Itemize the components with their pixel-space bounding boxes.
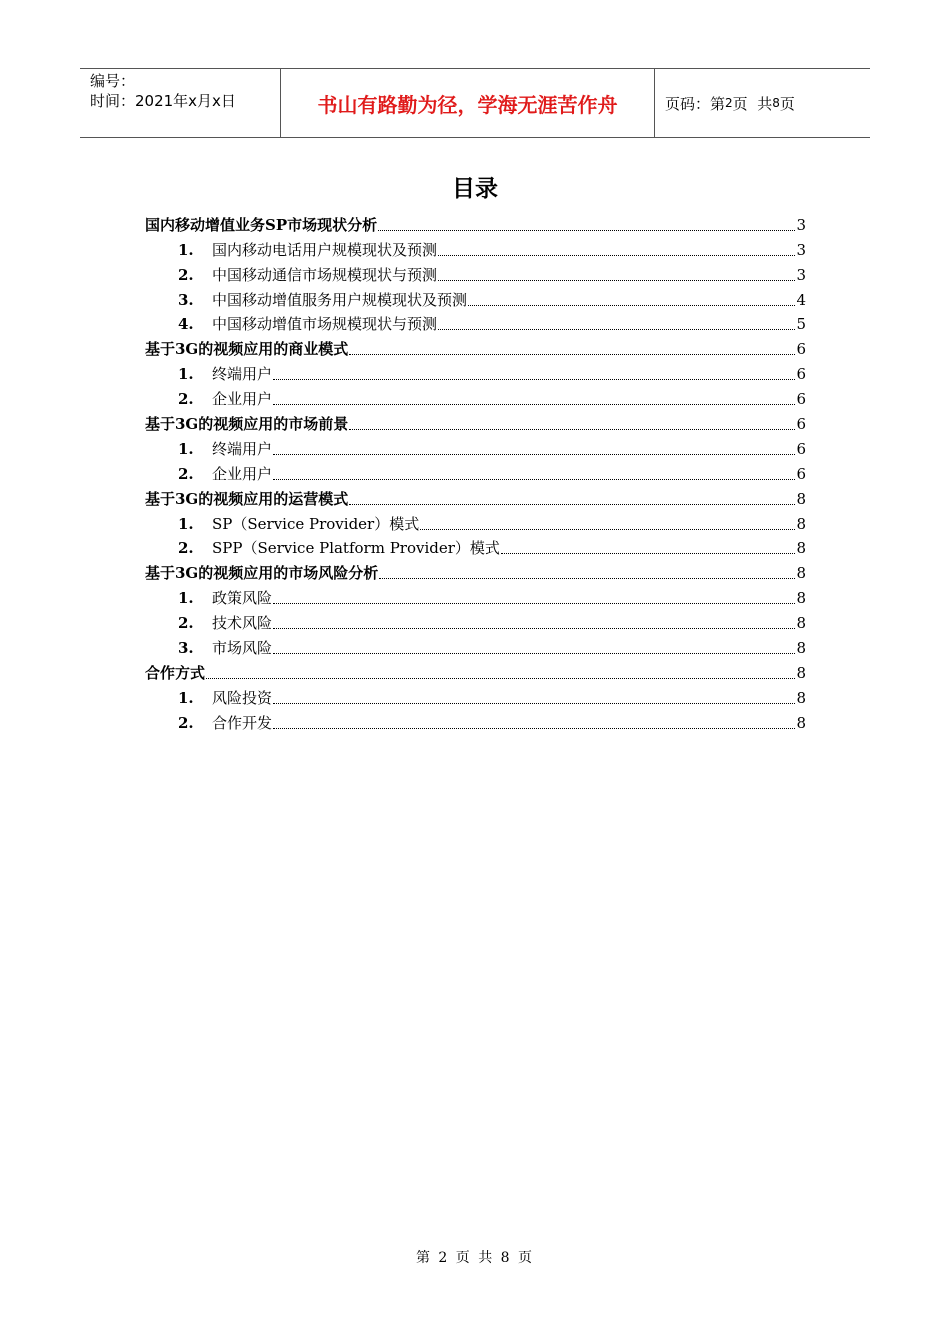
- toc-dot-leader: [273, 727, 795, 729]
- toc-entry[interactable]: [145, 310, 806, 335]
- toc-dot-leader: [273, 378, 795, 380]
- toc-entry-number: 2.: [178, 539, 194, 558]
- toc-entry-page: 3: [796, 265, 806, 284]
- toc-entry-page: 8: [796, 589, 806, 608]
- toc-entry-page: 8: [796, 614, 806, 633]
- toc-entry-title: 中国移动增值市场规模现状与预测: [212, 315, 438, 334]
- toc-entry-title: 企业用户: [212, 464, 273, 483]
- toc-dot-leader: [438, 279, 795, 281]
- toc-entry-title: 合作方式: [145, 663, 206, 682]
- toc-entry-title: SP（Service Provider）模式: [212, 514, 420, 533]
- toc-title: 目录: [452, 176, 498, 202]
- toc-entry-title: 中国移动通信市场规模现状与预测: [212, 265, 438, 284]
- header-page-indicator: [655, 69, 870, 137]
- page-header: [80, 68, 870, 138]
- toc-entry[interactable]: [145, 459, 806, 484]
- toc-entry[interactable]: [145, 558, 806, 583]
- toc-entry[interactable]: [145, 534, 806, 559]
- toc-entry[interactable]: [145, 633, 806, 658]
- toc-entry[interactable]: [145, 285, 806, 310]
- toc-entry[interactable]: [145, 509, 806, 534]
- toc-entry-page: 8: [796, 539, 806, 558]
- toc-entry-page: 6: [796, 464, 806, 483]
- toc-entry-page: 8: [796, 639, 806, 658]
- toc-entry-number: 1.: [178, 514, 194, 533]
- toc-entry[interactable]: [145, 384, 806, 409]
- toc-entry-number: 3.: [178, 290, 194, 309]
- toc-dot-leader: [273, 627, 795, 629]
- toc-dot-leader: [501, 552, 796, 554]
- toc-entry-title: 企业用户: [212, 390, 273, 409]
- toc-entry-title: 基于3G的视频应用的商业模式: [145, 340, 349, 359]
- document-number-label: 编号：: [90, 72, 136, 90]
- toc-dot-leader: [273, 702, 795, 704]
- toc-entry[interactable]: [145, 235, 806, 260]
- toc-entry-page: 8: [796, 489, 806, 508]
- page-prefix: 页码：第: [665, 94, 726, 113]
- toc-entry-number: 1.: [178, 589, 194, 608]
- toc-entry-page: 8: [796, 564, 806, 583]
- toc-entry-page: 5: [796, 315, 806, 334]
- toc-entry[interactable]: [145, 484, 806, 509]
- toc-entry-page: 6: [796, 415, 806, 434]
- toc-entry[interactable]: [145, 583, 806, 608]
- toc-entry-page: 8: [796, 688, 806, 707]
- toc-entry[interactable]: [145, 608, 806, 633]
- toc-entry-number: 2.: [178, 614, 194, 633]
- document-time-label: 时间：2021年x月x日: [90, 92, 236, 110]
- toc-entry-page: 4: [796, 290, 806, 309]
- toc-entry-page: 6: [796, 439, 806, 458]
- toc-entry-number: 2.: [178, 265, 194, 284]
- toc-entry-title: 终端用户: [212, 365, 273, 384]
- toc-dot-leader: [349, 428, 795, 430]
- toc-entry[interactable]: [145, 434, 806, 459]
- toc-entry-number: 2.: [178, 713, 194, 732]
- toc-entry[interactable]: [145, 334, 806, 359]
- toc-entry-page: 8: [796, 663, 806, 682]
- toc-entry-number: 2.: [178, 464, 194, 483]
- toc-entry-title: 中国移动增值服务用户规模现状及预测: [212, 290, 468, 309]
- toc-entry[interactable]: [145, 708, 806, 733]
- toc-entry-number: 2.: [178, 390, 194, 409]
- toc-entry-title: 市场风险: [212, 639, 273, 658]
- toc-entry-number: 1.: [178, 688, 194, 707]
- toc-entry-title: 技术风险: [212, 614, 273, 633]
- toc-entry-page: 8: [796, 713, 806, 732]
- toc-entry-number: 1.: [178, 365, 194, 384]
- toc-entry-number: 3.: [178, 639, 194, 658]
- page-suffix: 页: [779, 94, 795, 113]
- header-meta: [80, 69, 281, 137]
- toc-dot-leader: [379, 577, 795, 579]
- toc-dot-leader: [273, 403, 795, 405]
- toc-entry-page: 6: [796, 340, 806, 359]
- toc-dot-leader: [273, 602, 795, 604]
- toc-dot-leader: [468, 304, 795, 306]
- toc-entry-title: 国内移动增值业务SP市场现状分析: [145, 215, 378, 234]
- toc-entry-page: 3: [796, 240, 806, 259]
- toc-entry[interactable]: [145, 683, 806, 708]
- toc-dot-leader: [349, 503, 795, 505]
- toc-entry-title: 政策风险: [212, 589, 273, 608]
- toc-entry-number: 1.: [178, 439, 194, 458]
- table-of-contents: [145, 210, 806, 733]
- toc-dot-leader: [273, 453, 795, 455]
- toc-entry-number: 4.: [178, 315, 194, 334]
- toc-entry[interactable]: [145, 210, 806, 235]
- toc-entry-page: 6: [796, 390, 806, 409]
- toc-dot-leader: [438, 328, 795, 330]
- toc-dot-leader: [378, 229, 795, 231]
- toc-dot-leader: [273, 652, 795, 654]
- page-footer: 第 2 页 共 8 页: [415, 1250, 535, 1266]
- toc-entry[interactable]: [145, 658, 806, 683]
- toc-dot-leader: [438, 254, 795, 256]
- toc-entry[interactable]: [145, 359, 806, 384]
- page-current: 2: [725, 96, 733, 110]
- toc-dot-leader: [206, 677, 795, 679]
- toc-entry[interactable]: [145, 260, 806, 285]
- header-slogan: 书山有路勤为径，学海无涯苦作舟: [281, 69, 655, 137]
- page-total: 8: [772, 96, 780, 110]
- toc-entry-page: 3: [796, 215, 806, 234]
- page-mid: 页 共: [732, 94, 773, 113]
- toc-entry-title: 终端用户: [212, 439, 273, 458]
- toc-dot-leader: [420, 528, 795, 530]
- toc-dot-leader: [273, 478, 795, 480]
- toc-entry[interactable]: [145, 409, 806, 434]
- toc-entry-number: 1.: [178, 240, 194, 259]
- toc-entry-title: 风险投资: [212, 688, 273, 707]
- toc-entry-page: 8: [796, 514, 806, 533]
- toc-entry-title: SPP（Service Platform Provider）模式: [212, 539, 500, 558]
- toc-entry-title: 基于3G的视频应用的市场前景: [145, 415, 349, 434]
- toc-entry-title: 国内移动电话用户规模现状及预测: [212, 240, 438, 259]
- toc-entry-title: 合作开发: [212, 713, 273, 732]
- toc-dot-leader: [349, 353, 795, 355]
- toc-entry-page: 6: [796, 365, 806, 384]
- toc-entry-title: 基于3G的视频应用的市场风险分析: [145, 564, 379, 583]
- toc-entry-title: 基于3G的视频应用的运营模式: [145, 489, 349, 508]
